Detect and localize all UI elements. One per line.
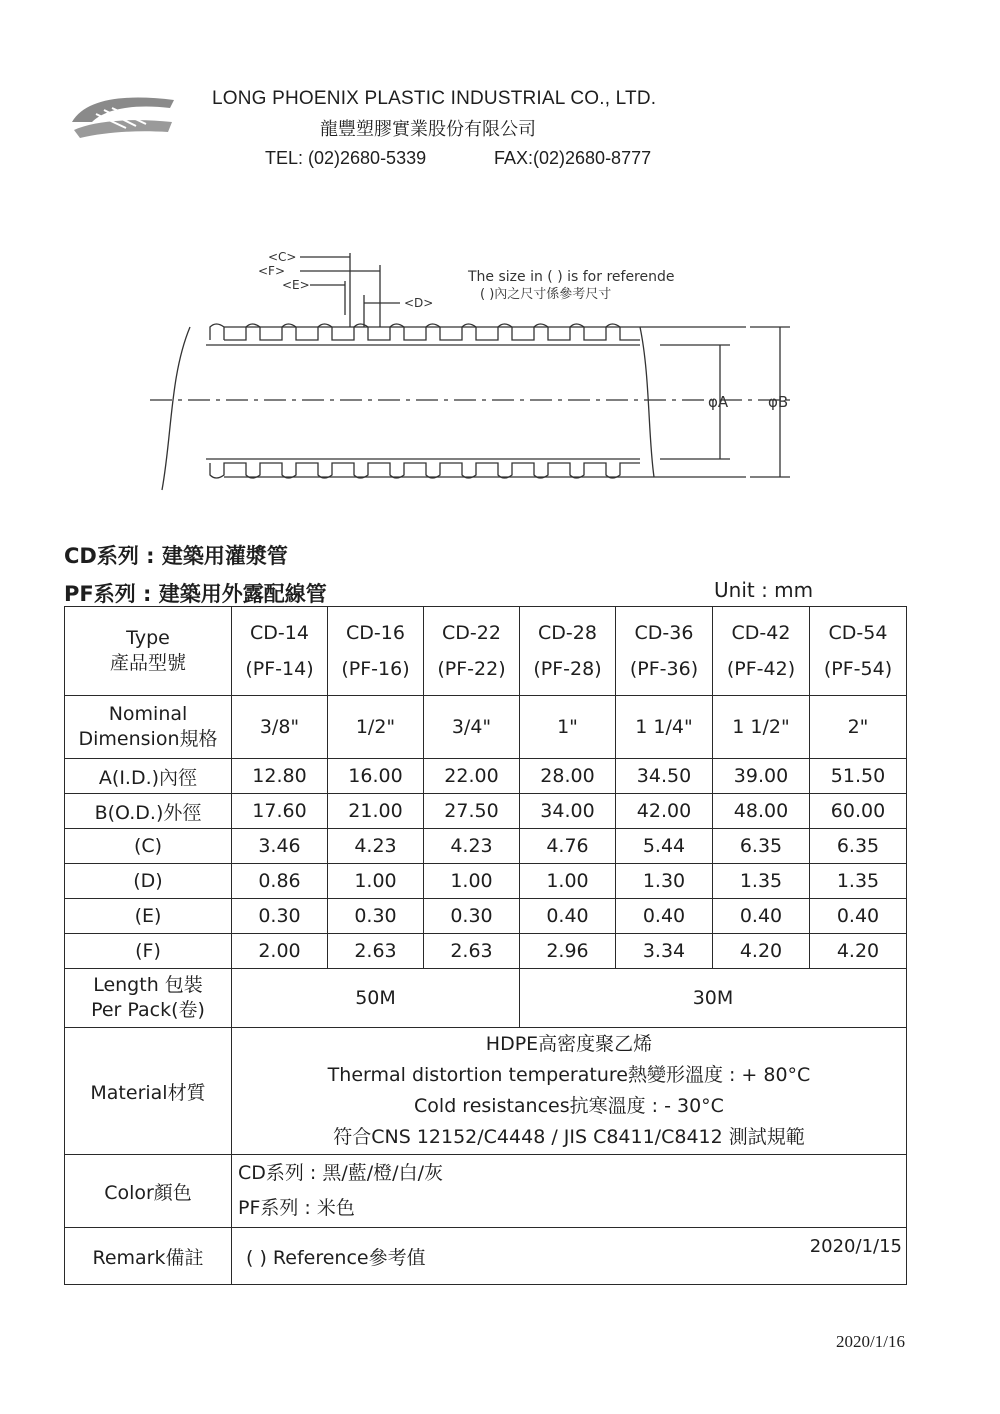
nominal-cell: 2" bbox=[810, 696, 907, 759]
value-cell: 51.50 bbox=[810, 759, 907, 794]
value-cell: 4.20 bbox=[713, 934, 810, 969]
row-label: A(I.D.)內徑 bbox=[65, 759, 232, 794]
model-cd: CD-14 bbox=[250, 622, 309, 644]
length-label-cell bbox=[65, 969, 232, 1028]
pipe-diagram bbox=[150, 245, 830, 500]
model-pf: (PF-54) bbox=[823, 658, 893, 680]
value-cell: 1.35 bbox=[810, 864, 907, 899]
length-value-right: 30M bbox=[520, 969, 907, 1028]
material-label: Material材質 bbox=[65, 1028, 232, 1155]
row-label: (F) bbox=[65, 934, 232, 969]
length-row bbox=[65, 969, 907, 1028]
dim-label-a: φA bbox=[708, 393, 729, 411]
value-cell: 12.80 bbox=[232, 759, 328, 794]
type-label-zh: 產品型號 bbox=[109, 652, 186, 674]
value-cell: 21.00 bbox=[328, 794, 424, 829]
model-cell bbox=[616, 607, 713, 696]
material-line: 符合CNS 12152/C4448 / JIS C8411/C8412 測試規範 bbox=[333, 1126, 805, 1148]
color-row bbox=[65, 1155, 907, 1228]
value-cell: 0.30 bbox=[424, 899, 520, 934]
dim-label-b: φB bbox=[768, 393, 789, 411]
model-pf: (PF-22) bbox=[437, 658, 506, 680]
type-label-cell bbox=[65, 607, 232, 696]
value-cell: 1.35 bbox=[713, 864, 810, 899]
company-name-en: LONG PHOENIX PLASTIC INDUSTRIAL CO., LTD. bbox=[212, 88, 657, 109]
fax-number: FAX:(02)2680-8777 bbox=[494, 148, 652, 168]
value-cell: 28.00 bbox=[520, 759, 616, 794]
spec-table bbox=[64, 606, 907, 1285]
value-cell: 17.60 bbox=[232, 794, 328, 829]
value-cell: 22.00 bbox=[424, 759, 520, 794]
table-row bbox=[65, 794, 907, 829]
unit-label: Unit : mm bbox=[714, 578, 814, 602]
model-cell bbox=[328, 607, 424, 696]
value-cell: 48.00 bbox=[713, 794, 810, 829]
value-cell: 0.40 bbox=[810, 899, 907, 934]
model-cell bbox=[520, 607, 616, 696]
color-pf: PF系列 : 米色 bbox=[238, 1197, 355, 1219]
table-row bbox=[65, 759, 907, 794]
value-cell: 0.40 bbox=[616, 899, 713, 934]
type-row bbox=[65, 607, 907, 696]
model-pf: (PF-28) bbox=[533, 658, 602, 680]
dim-label-d: <D> bbox=[404, 296, 434, 310]
value-cell: 2.00 bbox=[232, 934, 328, 969]
value-cell: 42.00 bbox=[616, 794, 713, 829]
value-cell: 2.63 bbox=[424, 934, 520, 969]
value-cell: 60.00 bbox=[810, 794, 907, 829]
model-cd: CD-22 bbox=[442, 622, 501, 644]
nominal-cell: 1 1/4" bbox=[616, 696, 713, 759]
model-cell bbox=[810, 607, 907, 696]
dim-label-f: <F> bbox=[258, 264, 286, 278]
value-cell: 2.63 bbox=[328, 934, 424, 969]
company-logo bbox=[66, 92, 178, 142]
material-line: Cold resistances抗寒溫度 : - 30°C bbox=[414, 1095, 724, 1117]
remark-cell bbox=[232, 1228, 907, 1285]
nominal-cell: 1 1/2" bbox=[713, 696, 810, 759]
color-cell bbox=[232, 1155, 907, 1228]
material-row bbox=[65, 1028, 907, 1155]
row-label: B(O.D.)外徑 bbox=[65, 794, 232, 829]
table-row bbox=[65, 829, 907, 864]
remark-row bbox=[65, 1228, 907, 1285]
model-pf: (PF-36) bbox=[629, 658, 699, 680]
length-value-left: 50M bbox=[232, 969, 520, 1028]
value-cell: 27.50 bbox=[424, 794, 520, 829]
nominal-label-1: Nominal bbox=[108, 703, 188, 726]
material-line: Thermal distortion temperature熱變形溫度 : + 80°C bbox=[327, 1064, 811, 1086]
row-label: (C) bbox=[65, 829, 232, 864]
table-row bbox=[65, 864, 907, 899]
value-cell: 4.23 bbox=[424, 829, 520, 864]
value-cell: 0.30 bbox=[232, 899, 328, 934]
material-line: HDPE高密度聚乙烯 bbox=[485, 1033, 653, 1055]
model-cd: CD-54 bbox=[828, 622, 888, 644]
remark-text: ( ) Reference參考值 bbox=[246, 1246, 426, 1269]
value-cell: 34.50 bbox=[616, 759, 713, 794]
value-cell: 0.40 bbox=[713, 899, 810, 934]
company-name-zh: 龍豐塑膠實業股份有限公司 bbox=[320, 119, 536, 140]
nominal-row bbox=[65, 696, 907, 759]
value-cell: 1.30 bbox=[616, 864, 713, 899]
value-cell: 34.00 bbox=[520, 794, 616, 829]
value-cell: 16.00 bbox=[328, 759, 424, 794]
value-cell: 4.20 bbox=[810, 934, 907, 969]
value-cell: 3.34 bbox=[616, 934, 713, 969]
length-label-2: Per Pack(卷) bbox=[91, 999, 205, 1021]
nominal-label-2: Dimension規格 bbox=[78, 728, 218, 750]
row-label: (E) bbox=[65, 899, 232, 934]
value-cell: 4.76 bbox=[520, 829, 616, 864]
model-cd: CD-16 bbox=[346, 622, 405, 644]
model-cell bbox=[232, 607, 328, 696]
dim-label-c: <C> bbox=[268, 250, 297, 264]
pipe-bottom-profile bbox=[210, 463, 640, 478]
value-cell: 1.00 bbox=[328, 864, 424, 899]
row-label: (D) bbox=[65, 864, 232, 899]
model-cell bbox=[713, 607, 810, 696]
model-cd: CD-36 bbox=[634, 622, 694, 644]
remark-date: 2020/1/15 bbox=[809, 1236, 902, 1257]
series-title-cd: CD系列 : 建築用灌漿管 bbox=[64, 544, 288, 568]
model-pf: (PF-14) bbox=[245, 658, 314, 680]
value-cell: 3.46 bbox=[232, 829, 328, 864]
value-cell: 4.23 bbox=[328, 829, 424, 864]
value-cell: 2.96 bbox=[520, 934, 616, 969]
dim-label-e: <E> bbox=[282, 278, 310, 292]
table-row bbox=[65, 899, 907, 934]
model-cd: CD-42 bbox=[731, 622, 791, 644]
type-label-en: Type bbox=[126, 627, 170, 650]
value-cell: 5.44 bbox=[616, 829, 713, 864]
length-label-1: Length 包裝 bbox=[93, 974, 203, 997]
nominal-cell: 1/2" bbox=[328, 696, 424, 759]
nominal-label-cell bbox=[65, 696, 232, 759]
value-cell: 0.86 bbox=[232, 864, 328, 899]
material-cell bbox=[232, 1028, 907, 1155]
nominal-cell: 1" bbox=[520, 696, 616, 759]
model-pf: (PF-16) bbox=[341, 658, 410, 680]
footer-date: 2020/1/16 bbox=[836, 1332, 905, 1351]
value-cell: 6.35 bbox=[713, 829, 810, 864]
value-cell: 1.00 bbox=[520, 864, 616, 899]
table-row bbox=[65, 934, 907, 969]
model-pf: (PF-42) bbox=[726, 658, 796, 680]
value-cell: 0.40 bbox=[520, 899, 616, 934]
remark-label: Remark備註 bbox=[65, 1228, 232, 1285]
value-cell: 6.35 bbox=[810, 829, 907, 864]
value-cell: 39.00 bbox=[713, 759, 810, 794]
reference-note-en: The size in ( ) is for referende bbox=[468, 269, 675, 285]
series-title-pf: PF系列 : 建築用外露配線管 bbox=[64, 582, 327, 606]
value-cell: 1.00 bbox=[424, 864, 520, 899]
nominal-cell: 3/8" bbox=[232, 696, 328, 759]
color-label: Color顏色 bbox=[65, 1155, 232, 1228]
value-cell: 0.30 bbox=[328, 899, 424, 934]
reference-note-zh: ( )內之尺寸係參考尺寸 bbox=[480, 287, 612, 302]
model-cell bbox=[424, 607, 520, 696]
color-cd: CD系列 : 黑/藍/橙/白/灰 bbox=[238, 1162, 443, 1184]
nominal-cell: 3/4" bbox=[424, 696, 520, 759]
model-cd: CD-28 bbox=[538, 622, 597, 644]
phone-number: TEL: (02)2680-5339 bbox=[265, 148, 427, 168]
